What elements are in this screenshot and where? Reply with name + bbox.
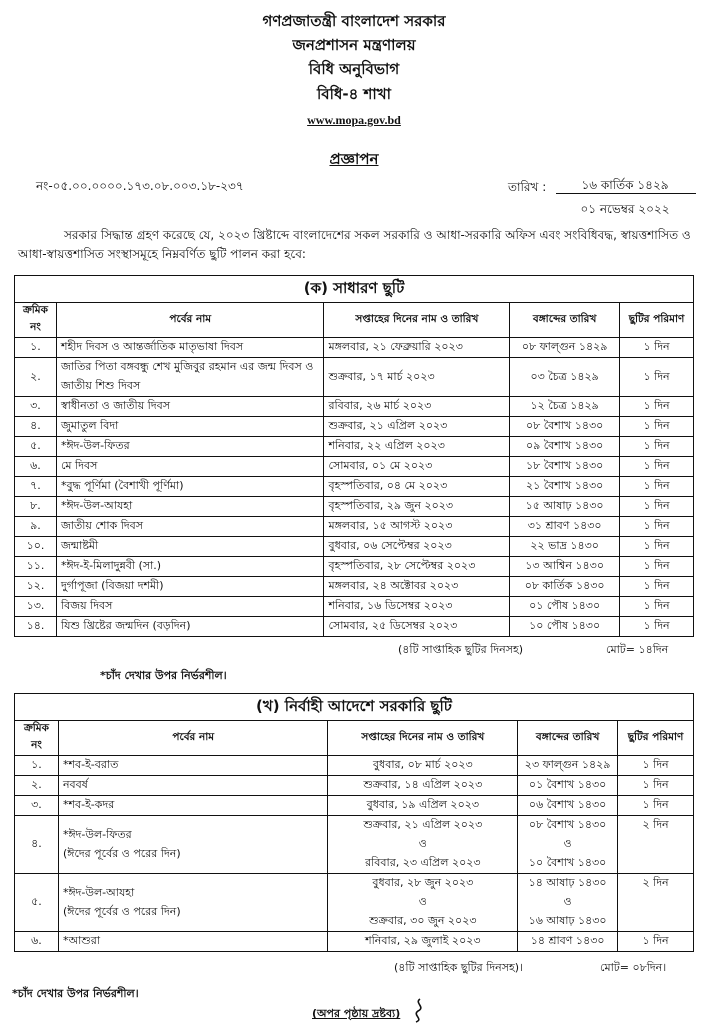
table-a-title: (ক) সাধারণ ছুটি [15,276,694,303]
table-row [15,397,694,417]
cell-weekday-date: রবিবার, ২৬ মার্চ ২০২৩ [324,397,510,417]
table-row [15,557,694,577]
table-row [15,517,694,537]
cell-bangla-date [518,932,618,952]
cell-serial: ২. [15,776,59,796]
festival-subnote: (ঈদের পূর্বের ও পরের দিন) [62,846,181,860]
cell-festival-name [58,816,328,874]
cell-festival-name: জাতির পিতা বঙ্গবন্ধু শেখ মুজিবুর রহমান এর জন্ম দিবস ও জাতীয় শিশু দিবস [56,358,324,397]
intro-paragraph: সরকার সিদ্ধান্ত গ্রহণ করেছে যে, ২০২৩ খ্রিষ্টাব্দে বাংলাদেশের সকল সরকারি ও আধা-সরকারি অফিস এবং সংবিধিবদ্ধ, স্বায়ত্তশাসিত ও আধা-স্বায়ত্তশাসিত সংস্থাসমূহে নিম্নবর্ণিত ছুটি পালন করা হবে: [18,228,691,261]
table-a-body [15,338,694,637]
gov-header-line1: গণপ্রজাতন্ত্রী বাংলাদেশ সরকার [262,12,446,30]
col-weekday-date: সপ্তাহের দিনের নাম ও তারিখ [324,303,510,338]
cell-duration: ১ দিন [620,338,694,358]
cell-festival-name: বিজয় দিবস [56,597,324,617]
bangla-date-1: ০৬ বৈশাখ ১৪৩০ [528,798,607,811]
cell-duration: ১ দিন [620,577,694,597]
table-row [15,577,694,597]
cell-bangla-date [518,816,618,874]
table-row [15,338,694,358]
cell-serial: ৫. [15,874,59,932]
cell-bangla-date: ১২ চৈত্র ১৪২৯ [510,397,620,417]
weekday-date-1: শুক্রবার, ২১ এপ্রিল ২০২৩ [363,818,483,831]
col-serial: ক্রমিক নং [15,721,59,756]
festival-name: *ঈদ-উল-ফিতর [62,827,132,841]
col-bangla-date: বঙ্গাব্দের তারিখ [518,721,618,756]
cell-bangla-date: ০৩ চৈত্র ১৪২৯ [510,358,620,397]
table-row [15,796,694,816]
bangla-date-2: ১৬ আষাঢ় ১৪৩০ [528,914,607,927]
cell-bangla-date: ২১ বৈশাখ ১৪৩০ [510,477,620,497]
table-row [15,816,694,874]
cell-festival-name: স্বাধীনতা ও জাতীয় দিবস [56,397,324,417]
col-serial: ক্রমিক নং [15,303,57,338]
cell-festival-name [58,932,328,952]
cell-serial: ৬. [15,932,59,952]
cell-duration: ১ দিন [620,457,694,477]
bangla-date-1: ০১ বৈশাখ ১৪৩০ [528,778,607,791]
and-word: ও [418,895,427,908]
cell-festival-name: জুমাতুল বিদা [56,417,324,437]
cell-festival-name: শহীদ দিবস ও আন্তর্জাতিক মাতৃভাষা দিবস [56,338,324,358]
cell-weekday-date [328,874,518,932]
cell-duration: ১ দিন [618,776,694,796]
cell-bangla-date: ১৮ বৈশাখ ১৪৩০ [510,457,620,477]
cell-weekday-date: বৃহস্পতিবার, ২৮ সেপ্টেম্বর ২০২৩ [324,557,510,577]
table-row [15,457,694,477]
cell-serial: ৮. [15,497,57,517]
cell-duration: ১ দিন [620,617,694,637]
cell-serial: ৭. [15,477,57,497]
cell-festival-name: জাতীয় শোক দিবস [56,517,324,537]
col-duration: ছুটির পরিমাণ [620,303,694,338]
col-festival-name: পর্বের নাম [56,303,324,338]
cell-duration: ১ দিন [620,437,694,457]
cell-serial: ১৩. [15,597,57,617]
weekday-date-1: বুধবার, ১৯ এপ্রিল ২০২৩ [366,798,480,811]
bangla-date-1: ০৮ বৈশাখ ১৪৩০ [528,818,607,831]
table-a-weekly-note: (৪টি সাপ্তাহিক ছুটির দিনসহ) [398,643,524,656]
cell-weekday-date: শনিবার, ১৬ ডিসেম্বর ২০২৩ [324,597,510,617]
table-row [15,776,694,796]
cell-weekday-date [328,932,518,952]
date-bangla: ১৬ কার্তিক ১৪২৯ [581,178,669,192]
cell-weekday-date: শনিবার, ২২ এপ্রিল ২০২৩ [324,437,510,457]
cell-bangla-date: ১০ পৌষ ১৪৩০ [510,617,620,637]
cell-bangla-date: ১৫ আষাঢ় ১৪৩০ [510,497,620,517]
weekday-date-1: শনিবার, ২৯ জুলাই ২০২৩ [365,934,481,947]
table-row [15,537,694,557]
and-word: ও [563,837,572,850]
cell-weekday-date: বৃহস্পতিবার, ০৪ মে ২০২৩ [324,477,510,497]
cell-bangla-date: ১৩ আশ্বিন ১৪৩০ [510,557,620,577]
table-row [15,358,694,397]
table-row [15,477,694,497]
cell-festival-name: *ঈদ-উল-আযহা [56,497,324,517]
bangla-date-1: ২৩ ফাল্গুন ১৪২৯ [524,758,611,771]
cell-weekday-date: শুক্রবার, ২১ এপ্রিল ২০২৩ [324,417,510,437]
date-label: তারিখ : [508,180,547,194]
cell-bangla-date [518,756,618,776]
cell-duration: ১ দিন [620,417,694,437]
table-row [15,497,694,517]
cell-weekday-date: সোমবার, ২৫ ডিসেম্বর ২০২৩ [324,617,510,637]
cell-weekday-date [328,816,518,874]
cell-weekday-date: বৃহস্পতিবার, ২৯ জুন ২০২৩ [324,497,510,517]
col-duration: ছুটির পরিমাণ [618,721,694,756]
festival-name: *আশুরা [62,934,101,947]
weekday-date-2: রবিবার, ২৩ এপ্রিল ২০২৩ [365,856,481,869]
cell-duration: ১ দিন [620,557,694,577]
festival-name: *ঈদ-উল-আযহা [62,885,135,899]
date-english: ০১ নভেম্বর ২০২২ [580,202,670,216]
general-holidays-table [14,275,694,637]
cell-bangla-date [518,874,618,932]
cell-serial: ৯. [15,517,57,537]
page-turn-note: (অপর পৃষ্ঠায় দ্রষ্টব্য) [312,1007,401,1020]
table-a-moon-note: *চাঁদ দেখার উপর নির্ভরশীল। [100,669,227,682]
cell-duration: ২ দিন [618,874,694,932]
cell-serial: ১. [15,756,59,776]
cell-serial: ১০. [15,537,57,557]
cell-bangla-date [518,776,618,796]
cell-bangla-date [518,796,618,816]
memo-number: নং-০৫.০০.০০০০.১৭৩.০৮.০০৩.১৮-২৩৭ [36,179,244,193]
col-weekday-date: সপ্তাহের দিনের নাম ও তারিখ [328,721,518,756]
cell-weekday-date: বুধবার, ০৬ সেপ্টেম্বর ২০২৩ [324,537,510,557]
cell-festival-name: *বুদ্ধ পূর্ণিমা (বৈশাখী পূর্ণিমা) [56,477,324,497]
cell-serial: ৫. [15,437,57,457]
cell-duration: ১ দিন [620,477,694,497]
weekday-date-1: বুধবার, ০৮ মার্চ ২০২৩ [372,758,473,771]
table-row [15,932,694,952]
bangla-date-1: ১৪ শ্রাবণ ১৪৩০ [530,934,605,947]
table-row [15,417,694,437]
table-b-total: মোট= ০৮দিন। [600,961,667,974]
cell-serial: ৪. [15,816,59,874]
table-row [15,874,694,932]
table-b-title: (খ) নির্বাহী আদেশে সরকারি ছুটি [15,694,694,721]
cell-weekday-date: মঙ্গলবার, ২১ ফেব্রুয়ারি ২০২৩ [324,338,510,358]
cell-festival-name [58,796,328,816]
cell-duration: ১ দিন [620,497,694,517]
and-word: ও [563,895,572,908]
cell-festival-name: মে দিবস [56,457,324,477]
cell-bangla-date: ০৮ ফাল্গুন ১৪২৯ [510,338,620,358]
cell-festival-name: *ঈদ-উল-ফিতর [56,437,324,457]
cell-festival-name [58,874,328,932]
cell-duration: ১ দিন [618,756,694,776]
cell-bangla-date: ৩১ শ্রাবণ ১৪৩০ [510,517,620,537]
cell-bangla-date: ০৮ বৈশাখ ১৪৩০ [510,417,620,437]
weekday-date-1: শুক্রবার, ১৪ এপ্রিল ২০২৩ [363,778,483,791]
table-row [15,617,694,637]
weekday-date-1: বুধবার, ২৮ জুন ২০২৩ [372,876,474,889]
cell-serial: ৪. [15,417,57,437]
cell-bangla-date: ০৮ কার্তিক ১৪৩০ [510,577,620,597]
table-b-body [15,756,694,952]
cell-serial: ১৪. [15,617,57,637]
cell-festival-name: জন্মাষ্টমী [56,537,324,557]
cell-weekday-date: মঙ্গলবার, ১৫ আগস্ট ২০২৩ [324,517,510,537]
cell-duration: ১ দিন [618,932,694,952]
bangla-date-1: ১৪ আষাঢ় ১৪৩০ [528,876,607,889]
cell-bangla-date: ০১ পৌষ ১৪৩০ [510,597,620,617]
cell-duration: ২ দিন [618,816,694,874]
festival-name: *শব-ই-কদর [62,798,115,811]
table-b-weekly-note: (৪টি সাপ্তাহিক ছুটির দিনসহ)। [394,961,523,974]
festival-subnote: (ঈদের পূর্বের ও পরের দিন) [62,904,181,918]
cell-serial: ৩. [15,796,59,816]
cell-duration: ১ দিন [620,358,694,397]
signature-mark [410,997,432,1023]
cell-bangla-date: ২২ ভাদ্র ১৪৩০ [510,537,620,557]
ministry-name: জনপ্রশাসন মন্ত্রণালয় [292,36,416,54]
cell-weekday-date: মঙ্গলবার, ২৪ অক্টোবর ২০২৩ [324,577,510,597]
branch-name: বিধি-৪ শাখা [317,85,391,103]
cell-serial: ২. [15,358,57,397]
cell-bangla-date: ০৯ বৈশাখ ১৪৩০ [510,437,620,457]
table-row [15,597,694,617]
website-link[interactable]: www.mopa.gov.bd [307,113,401,127]
cell-festival-name: *ঈদ-ই-মিলাদুন্নবী (সা.) [56,557,324,577]
cell-festival-name [58,756,328,776]
table-b-moon-note: *চাঁদ দেখার উপর নির্ভরশীল। [12,987,139,1000]
cell-serial: ৩. [15,397,57,417]
cell-festival-name [58,776,328,796]
cell-weekday-date [328,756,518,776]
executive-holidays-table [14,693,694,952]
table-a-total: মোট= ১৪দিন [606,643,669,656]
cell-weekday-date: শুক্রবার, ১৭ মার্চ ২০২৩ [324,358,510,397]
notice-title: প্রজ্ঞাপন [329,150,379,168]
table-row [15,756,694,776]
date-divider [556,193,696,194]
bangla-date-2: ১০ বৈশাখ ১৪৩০ [528,856,607,869]
and-word: ও [418,837,427,850]
cell-serial: ১২. [15,577,57,597]
cell-weekday-date [328,776,518,796]
festival-name: *শব-ই-বরাত [62,758,119,771]
cell-weekday-date: সোমবার, ০১ মে ২০২৩ [324,457,510,477]
cell-duration: ১ দিন [620,397,694,417]
table-row [15,437,694,457]
cell-weekday-date [328,796,518,816]
col-festival-name: পর্বের নাম [58,721,328,756]
cell-duration: ১ দিন [620,597,694,617]
col-bangla-date: বঙ্গাব্দের তারিখ [510,303,620,338]
cell-festival-name: দুর্গাপূজা (বিজয়া দশমী) [56,577,324,597]
cell-serial: ৬. [15,457,57,477]
festival-name: নববর্ষ [62,778,88,791]
cell-serial: ১. [15,338,57,358]
division-name: বিধি অনুবিভাগ [308,60,400,78]
cell-duration: ১ দিন [618,796,694,816]
cell-duration: ১ দিন [620,537,694,557]
cell-duration: ১ দিন [620,517,694,537]
cell-serial: ১১. [15,557,57,577]
weekday-date-2: শুক্রবার, ৩০ জুন ২০২৩ [369,914,477,927]
cell-festival-name: যিশু খ্রিষ্টের জন্মদিন (বড়দিন) [56,617,324,637]
